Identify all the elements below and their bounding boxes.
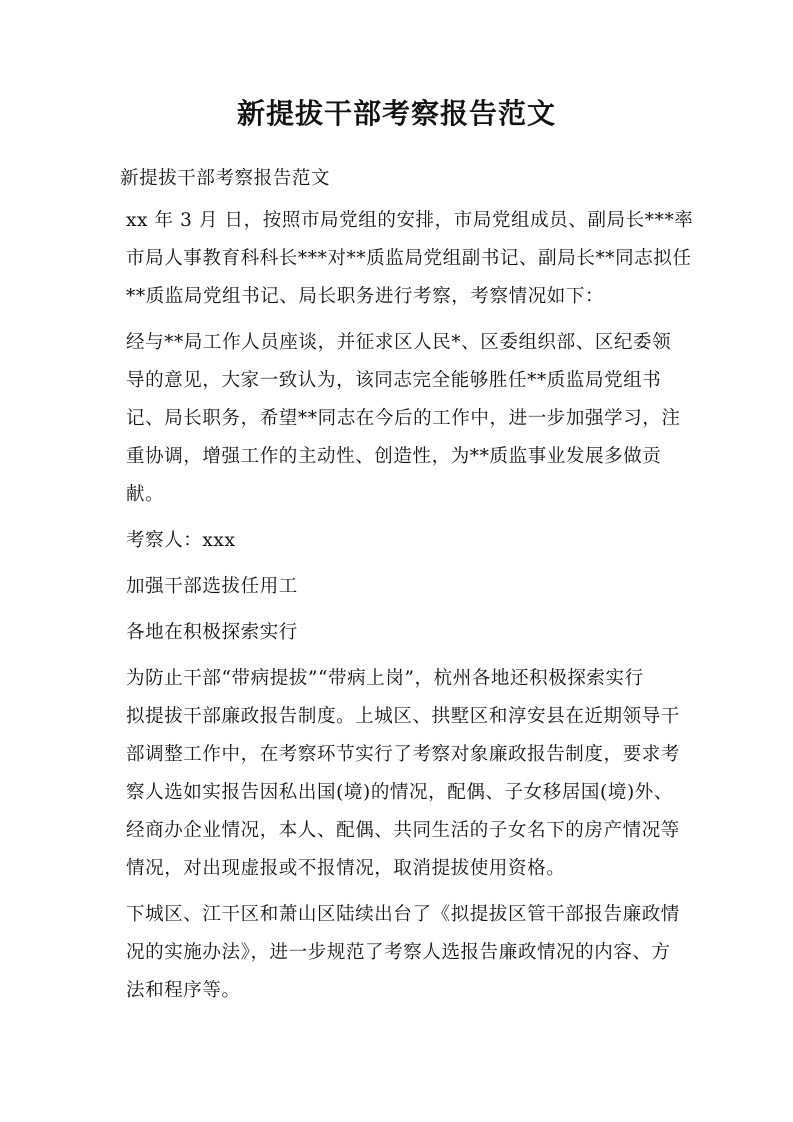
text-line: 各地在积极探索实行 [126,622,298,643]
paragraph-implementation-measures [120,896,690,1010]
paragraph-inspection-intro [120,202,694,316]
text-line: 经与**局工作人员座谈，并征求区人民*、区委组织部、区纪委领 [126,332,672,353]
text-line: 拟提拔干部廉政报告制度。上城区、拱墅区和淳安县在近期领导干 [126,706,680,727]
text-line: 经商办企业情况，本人、配偶、共同生活的子女名下的房产情况等 [126,820,680,841]
paragraph-inspection-result [120,324,690,514]
text-line: 献。 [126,484,165,505]
paragraph-heading-strengthen [120,568,690,606]
paragraph-subtitle [120,160,690,198]
text-line: 新提拔干部考察报告范文 [120,168,331,189]
text-line: 部调整工作中，在考察环节实行了考察对象廉政报告制度，要求考 [126,744,680,765]
text-line: 下城区、江干区和萧山区陆续出台了《拟提拔区管干部报告廉政情 [126,904,680,925]
text-line: 为防止干部“带病提拔”“带病上岗”，杭州各地还积极探索实行 [126,668,644,689]
paragraph-integrity-report [120,660,690,888]
text-line: 市局人事教育科科长***对**质监局党组副书记、副局长**同志拟任 [126,248,692,269]
text-line: 法和程序等。 [126,980,241,1001]
paragraph-inspector [120,522,690,560]
text-line: 情况，对出现虚报或不报情况，取消提拔使用资格。 [126,858,566,879]
text-line: 重协调，增强工作的主动性、创造性，为**质监事业发展多做贡 [126,446,662,467]
paragraph-heading-explore [120,614,690,652]
document-title: 新提拔干部考察报告范文 [236,97,556,130]
text-line: xx 年 3 月 日，按照市局党组的安排，市局党组成员、副局长***率 [126,210,694,231]
text-line: 记、局长职务，希望**同志在今后的工作中，进一步加强学习，注 [126,408,681,429]
text-line: 况的实施办法》，进一步规范了考察人选报告廉政情况的内容、方 [126,942,671,963]
text-line: 察人选如实报告因私出国(境)的情况，配偶、子女移居国(境)外、 [126,782,673,803]
text-line: 考察人：xxx [126,530,236,551]
document-body [120,160,694,1018]
text-line: 加强干部选拔任用工 [126,576,298,597]
text-line: **质监局党组书记、局长职务进行考察，考察情况如下： [126,286,605,307]
text-line: 导的意见，大家一致认为，该同志完全能够胜任**质监局党组书 [126,370,662,391]
